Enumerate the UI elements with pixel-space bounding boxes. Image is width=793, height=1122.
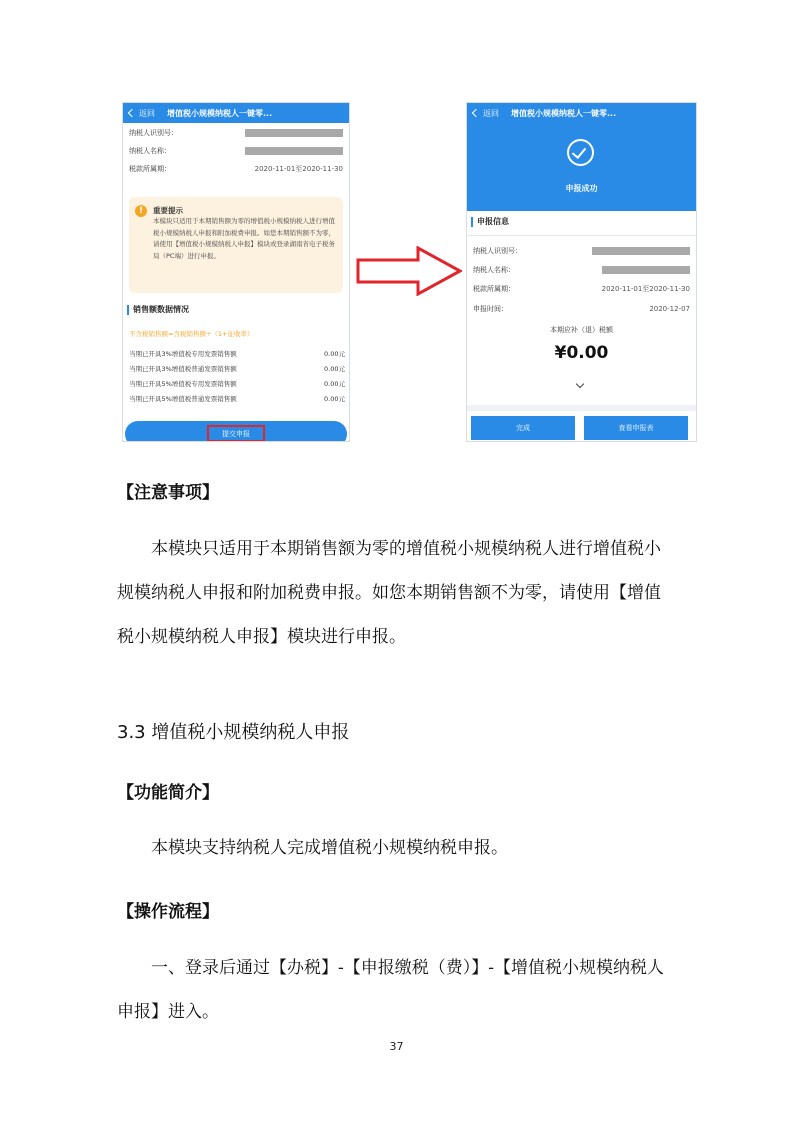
sales-row	[129, 377, 345, 389]
done-button[interactable]: 完成	[471, 416, 575, 440]
taxpayer-name-row	[473, 264, 690, 276]
amount-label: 本期应补（退）税额	[550, 326, 613, 334]
sales-row-value: 0.00元	[324, 379, 345, 388]
back-label: 返回	[483, 108, 499, 118]
arrow-right-icon	[356, 246, 462, 296]
intro-paragraph: 本模块支持纳税人完成增值税小规模纳税申报。	[151, 838, 508, 858]
redacted-taxpayer-name	[245, 147, 343, 155]
submit-filing-button[interactable]	[125, 421, 347, 442]
taxpayer-id-label: 纳税人识别号：	[473, 247, 522, 255]
top-bar	[467, 103, 696, 123]
screenshot-filing-success	[466, 102, 697, 442]
notice-body: 本模块只适用于本期销售额为零的增值税小规模纳税人进行增值税小规模纳税人申报和附加税费申报。如您本期销售额不为零，请使用【增值税小规模纳税人申报】模块或登录湖南省电子税务局（PC端）进行申报。	[153, 217, 335, 260]
screen-title: 增值税小规模纳税人一键零...	[511, 108, 617, 118]
period-label: 税款所属期：	[473, 285, 515, 293]
taxpayer-id-label: 纳税人识别号：	[129, 129, 178, 137]
intro-heading: 【功能简介】	[117, 783, 219, 803]
notes-paragraph: 本模块只适用于本期销售额为零的增值税小规模纳税人进行增值税小规模纳税人申报和附加税费申报。如您本期销售额不为零，请使用【增值税小规模纳税人申报】模块进行申报。	[117, 539, 661, 647]
sales-section-label: 销售额数据情况	[133, 305, 189, 314]
sales-row-value: 0.00元	[324, 349, 345, 358]
taxpayer-name-label: 纳税人名称：	[129, 147, 171, 155]
info-section-title	[471, 216, 509, 227]
formula-text: 不含税销售额=含税销售额÷（1+征收率）	[129, 330, 254, 338]
process-paragraph: 一、登录后通过【办税】-【申报缴税（费）】-【增值税小规模纳税人申报】进入。	[117, 958, 664, 1022]
check-circle-icon	[567, 139, 594, 166]
sales-row	[129, 362, 345, 374]
sales-row-value: 0.00元	[324, 394, 345, 403]
success-text: 申报成功	[565, 184, 598, 193]
period-row	[473, 283, 690, 295]
taxpayer-name-label: 纳税人名称：	[473, 266, 515, 274]
filing-time-value: 2020-12-07	[649, 305, 690, 313]
sales-row-label: 当期已开具3%增值税普通发票销售额	[129, 364, 237, 373]
sales-row-label: 当期已开具5%增值税普通发票销售额	[129, 394, 237, 403]
period-value: 2020-11-01至2020-11-30	[254, 165, 343, 173]
section-bar	[471, 217, 473, 227]
taxpayer-id-row	[473, 245, 690, 257]
filing-time-label: 申报时间：	[473, 305, 508, 313]
important-notice	[129, 197, 343, 293]
back-button[interactable]	[127, 108, 155, 119]
notes-heading: 【注意事项】	[117, 483, 219, 503]
chevron-left-icon	[472, 109, 480, 117]
divider	[467, 235, 696, 236]
section-bar	[127, 305, 129, 315]
period-label: 税款所属期：	[129, 165, 171, 173]
divider	[467, 405, 696, 411]
filing-time-row	[473, 303, 690, 315]
sales-row-value: 0.00元	[324, 364, 345, 373]
period-row	[129, 163, 343, 175]
period-value: 2020-11-01至2020-11-30	[601, 285, 690, 293]
screen-title: 增值税小规模纳税人一键零...	[167, 108, 273, 118]
chevron-down-icon[interactable]	[576, 380, 584, 388]
submit-filing-label: 提交申报	[207, 425, 265, 442]
taxpayer-name-row	[129, 145, 343, 157]
process-heading: 【操作流程】	[117, 902, 219, 922]
sales-row	[129, 392, 345, 404]
sales-row-label: 当期已开具3%增值税专用发票销售额	[129, 349, 237, 358]
top-bar	[123, 103, 349, 123]
sales-row-label: 当期已开具5%增值税专用发票销售额	[129, 379, 237, 388]
page-number: 37	[389, 1040, 404, 1053]
sales-row	[129, 347, 345, 359]
screenshot-zero-filing-form	[122, 102, 350, 442]
taxpayer-id-row	[129, 127, 343, 139]
info-section-label: 申报信息	[477, 217, 509, 226]
view-return-button[interactable]: 查看申报表	[584, 416, 688, 440]
notice-title: 重要提示	[153, 206, 183, 215]
amount-value: ¥0.00	[554, 343, 609, 363]
back-button[interactable]	[471, 108, 499, 119]
back-label: 返回	[139, 108, 155, 118]
section-heading: 3.3 增值税小规模纳税人申报	[117, 722, 350, 743]
sales-section-title	[127, 304, 189, 315]
redacted-taxpayer-id	[592, 247, 690, 255]
warning-icon: !	[135, 205, 147, 217]
chevron-left-icon	[128, 109, 136, 117]
redacted-taxpayer-id	[245, 129, 343, 137]
redacted-taxpayer-name	[602, 266, 690, 274]
